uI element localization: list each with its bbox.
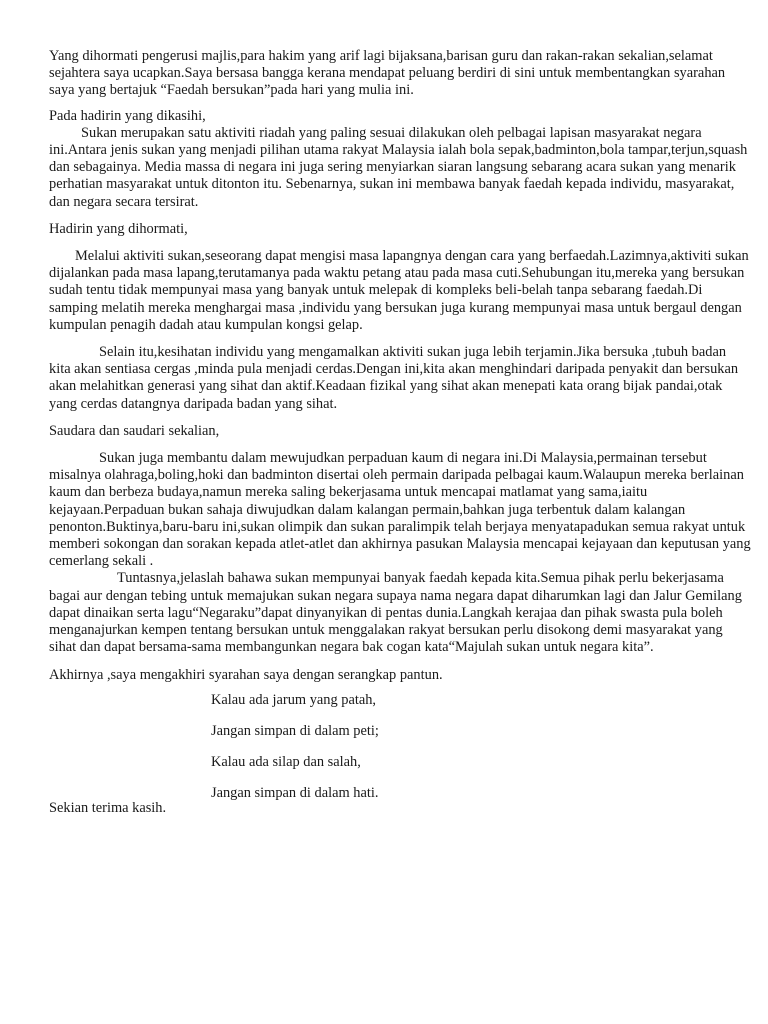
pantun-verse bbox=[49, 692, 751, 800]
pantun-line: Jangan simpan di dalam hati. bbox=[211, 784, 379, 801]
pantun-line: Kalau ada silap dan salah, bbox=[211, 753, 361, 770]
pantun-line: Jangan simpan di dalam peti; bbox=[211, 722, 379, 739]
paragraph-health: Selain itu,kesihatan individu yang mengamalkan aktiviti sukan juga lebih terjamin.Jika bersuka ,tubuh badan kita akan sentiasa cergas ,minda pula menjadi cerdas.Dengan ini,kita akan menghindari daripada penyakit dan bersukan akan melahitkan generasi yang sihat dan aktif.Keadaan fizikal yang sihat akan menepati kata orang bijak pandai,otak yang cerdas datangnya daripada badan yang sihat. bbox=[49, 344, 739, 412]
paragraph-leisure: Melalui aktiviti sukan,seseorang dapat mengisi masa lapangnya dengan cara yang berfaedah.Lazimnya,aktiviti sukan dijalankan pada masa lapang,terutamanya pada waktu petang atau pada masa cuti.Sehubungan itu,mereka yang bersukan sudah tentu tidak mempunyai masa yang banyak untuk melepak di kompleks beli-belah tanpa sebarang faedah.Di samping melatih mereka menghargai masa ,individu yang bersukan juga kurang mempunyai masa untuk bergaul dengan kumpulan penagih dadah atau kumpulan kongsi gelap. bbox=[49, 248, 749, 333]
salutation-audience: Pada hadirin yang dikasihi, bbox=[49, 107, 206, 124]
pantun-line: Kalau ada jarum yang patah, bbox=[211, 691, 377, 708]
closing-intro: Akhirnya ,saya mengakhiri syarahan saya dengan serangkap pantun. bbox=[49, 666, 443, 683]
salutation-respected: Hadirin yang dihormati, bbox=[49, 220, 188, 237]
paragraph-introduction: Sukan merupakan satu aktiviti riadah yang paling sesuai dilakukan oleh pelbagai lapisan masyarakat negara ini.Antara jenis sukan yang menjadi pilihan utama rakyat Malaysia ialah bola sepak,badminton,bola tampar,terjun,squash dan sebagainya. Media massa di negara ini juga sering menyiarkan siaran langsung sebarang acara sukan yang menarik perhatian masyarakat untuk ditonton itu. Sebenarnya, sukan ini membawa banyak faedah kepada individu, masyarakat, dan negara secara tersirat. bbox=[49, 124, 748, 210]
opening-paragraph: Yang dihormati pengerusi majlis,para hakim yang arif lagi bijaksana,barisan guru dan rakan-rakan sekalian,selamat sejahtera saya ucapkan.Saya bersasa bangga kerana mendapat peluang berdiri di sini untuk membentangkan syarahan saya yang bertajuk “Faedah bersukan”pada hari yang mulia ini. bbox=[49, 48, 726, 99]
salutation-ladies-gentlemen: Saudara dan saudari sekalian, bbox=[49, 422, 220, 439]
speech-document bbox=[49, 48, 751, 817]
paragraph-unity: Sukan juga membantu dalam mewujudkan perpaduan kaum di negara ini.Di Malaysia,permainan tersebut misalnya olahraga,boling,hoki dan badminton disertai oleh permain daripada pelbagai kaum.Walaupun mereka berlainan kaum dan berbeza budaya,namun mereka saling bekerjasama untuk mencapai matlamat yang sama,iaitu kejayaan.Perpaduan bukan sahaja diwujudkan dalam kalangan permain,bahkan juga terbentuk dalam kalangan penonton.Buktinya,baru-baru ini,sukan olimpik dan sukan paralimpik telah berjaya menyatapadukan semua rakyat untuk memberi sokongan dan sorakan kepada atlet-atlet dan akhirnya pasukan Malaysia mencapai kejayaan dan keputusan yang cemerlang sekali . bbox=[49, 450, 751, 570]
paragraph-conclusion: Tuntasnya,jelaslah bahawa sukan mempunyai banyak faedah kepada kita.Semua pihak perlu bekerjasama bagai aur dengan tebing untuk memajukan sukan negara supaya nama negara dapat diharumkan lagi dan Jalur Gemilang dapat dinaikan serta lagu“Negaraku”dapat dinyanyikan di pentas dunia.Langkah kerajaa dan pihak swasta pula boleh menganajurkan kempen tentang bersukan untuk menggalakan rakyat bersukan perlu disokong demi masyarakat yang sihat dan dapat bersama-sama membangunkan negara bak cogan kata“Majulah sukan untuk negara kita”. bbox=[49, 570, 742, 656]
signoff: Sekian terima kasih. bbox=[49, 799, 167, 816]
